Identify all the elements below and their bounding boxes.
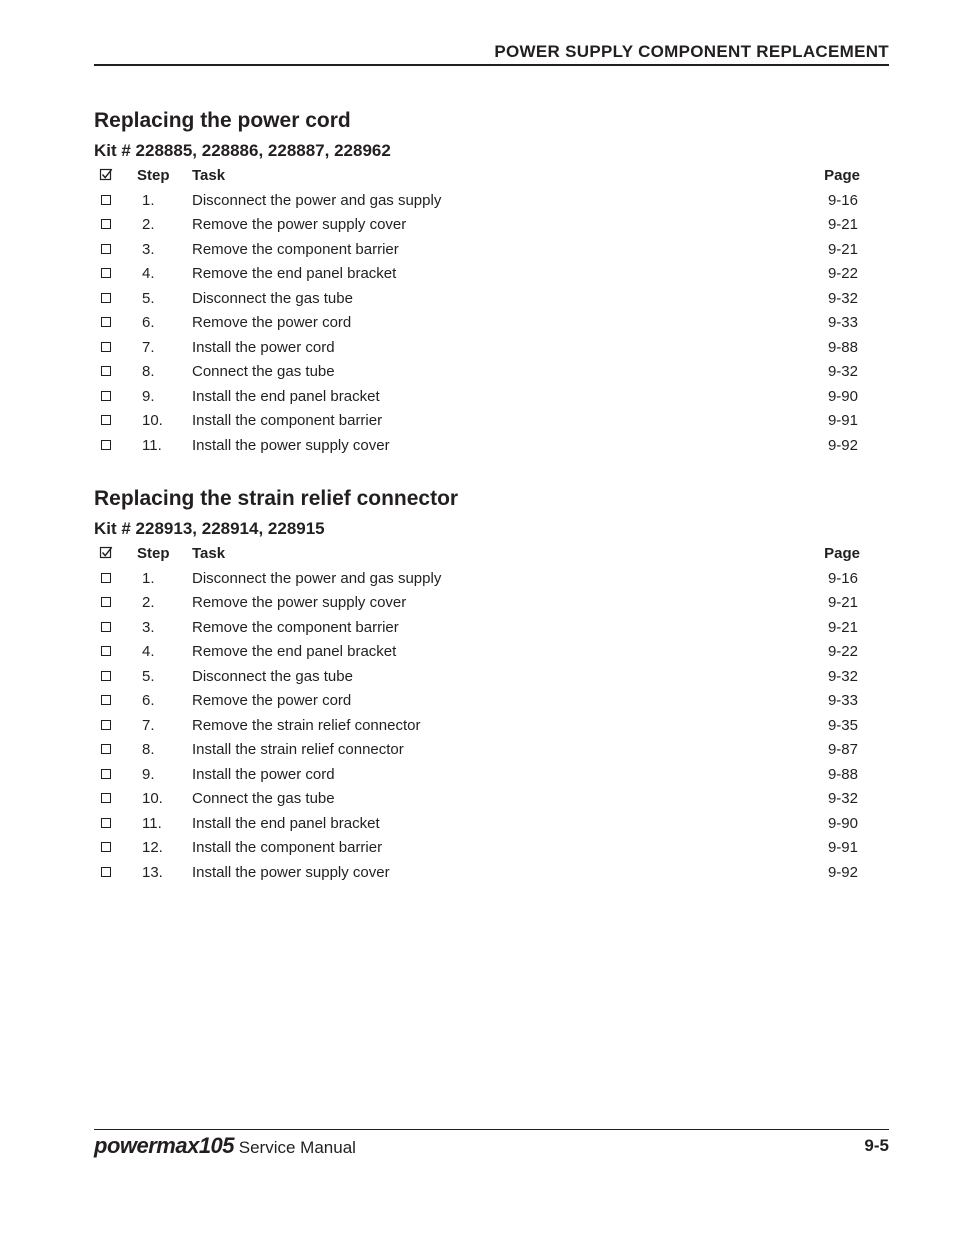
footer-rule <box>94 1129 889 1130</box>
column-header-task: Task <box>192 167 226 184</box>
page-ref: 9-32 <box>827 790 858 807</box>
step-number: 2. <box>142 594 155 611</box>
step-number: 2. <box>142 216 155 233</box>
checkbox[interactable] <box>101 268 111 278</box>
checkbox[interactable] <box>101 671 111 681</box>
table-row <box>94 861 889 886</box>
checkbox[interactable] <box>101 366 111 376</box>
page-ref: 9-16 <box>827 569 858 587</box>
task-text: Install the power supply cover <box>192 863 390 881</box>
table-row <box>94 189 889 214</box>
page-ref: 9-33 <box>827 692 858 709</box>
table-row <box>94 360 889 385</box>
step-number: 11. <box>142 814 162 832</box>
step-number: 8. <box>142 363 155 380</box>
task-text: Remove the end panel bracket <box>192 265 397 282</box>
page-ref: 9-16 <box>827 191 858 209</box>
page-ref: 9-21 <box>827 618 858 636</box>
step-number: 8. <box>142 741 155 758</box>
table-row <box>94 640 889 665</box>
task-table <box>94 542 889 885</box>
page-ref: 9-88 <box>827 765 858 783</box>
manual-label: Service Manual <box>234 1138 356 1157</box>
step-number: 10. <box>142 412 163 429</box>
checkbox[interactable] <box>101 415 111 425</box>
page-ref: 9-22 <box>827 265 858 282</box>
task-text: Disconnect the power and gas supply <box>192 191 442 209</box>
task-text: Connect the gas tube <box>192 363 335 380</box>
table-row <box>94 311 889 336</box>
brand-logo: powermax105 <box>94 1133 235 1158</box>
checkbox[interactable] <box>101 597 111 607</box>
checkbox[interactable] <box>101 695 111 705</box>
table-row <box>94 616 889 641</box>
checkbox[interactable] <box>101 342 111 352</box>
table-row <box>94 238 889 263</box>
column-header-page: Page <box>824 545 860 562</box>
page-ref: 9-33 <box>827 314 858 331</box>
table-row <box>94 812 889 837</box>
table-row <box>94 714 889 739</box>
step-number: 7. <box>142 338 155 356</box>
step-number: 13. <box>142 863 163 881</box>
table-row <box>94 738 889 763</box>
page-ref: 9-90 <box>827 814 858 832</box>
checkbox[interactable] <box>101 573 111 583</box>
table-row <box>94 434 889 459</box>
task-text: Install the end panel bracket <box>192 387 380 405</box>
page-ref: 9-88 <box>827 338 858 356</box>
task-text: Remove the component barrier <box>192 618 399 636</box>
table-row <box>94 787 889 812</box>
checkbox[interactable] <box>101 769 111 779</box>
task-text: Disconnect the gas tube <box>192 289 353 307</box>
checkbox[interactable] <box>101 818 111 828</box>
checkbox[interactable] <box>101 219 111 229</box>
step-number: 5. <box>142 667 155 685</box>
task-text: Remove the strain relief connector <box>192 716 421 734</box>
page-header-title: POWER SUPPLY COMPONENT REPLACEMENT <box>494 42 889 61</box>
step-number: 6. <box>142 692 155 709</box>
task-table <box>94 164 889 458</box>
task-text: Remove the component barrier <box>192 240 399 258</box>
kit-numbers: Kit # 228913, 228914, 228915 <box>94 519 325 538</box>
header-rule <box>94 64 889 66</box>
table-row <box>94 665 889 690</box>
page-ref: 9-91 <box>827 412 858 429</box>
step-number: 4. <box>142 265 155 282</box>
task-text: Install the strain relief connector <box>192 741 404 758</box>
step-number: 12. <box>142 839 163 856</box>
table-header-row <box>94 164 889 189</box>
page-ref: 9-92 <box>827 436 858 454</box>
step-number: 1. <box>142 569 155 587</box>
checkbox[interactable] <box>101 391 111 401</box>
checkbox[interactable] <box>101 720 111 730</box>
task-text: Install the power supply cover <box>192 436 390 454</box>
section-title: Replacing the strain relief connector <box>94 487 459 510</box>
checkbox[interactable] <box>101 440 111 450</box>
checkbox[interactable] <box>101 867 111 877</box>
footer-title <box>94 1133 356 1159</box>
kit-numbers: Kit # 228885, 228886, 228887, 228962 <box>94 141 391 160</box>
task-text: Remove the power cord <box>192 692 352 709</box>
task-text: Remove the end panel bracket <box>192 643 397 660</box>
checkbox[interactable] <box>101 317 111 327</box>
step-number: 9. <box>142 765 155 783</box>
task-text: Disconnect the gas tube <box>192 667 353 685</box>
table-row <box>94 567 889 592</box>
checkbox[interactable] <box>101 244 111 254</box>
task-text: Install the component barrier <box>192 412 383 429</box>
page-ref: 9-32 <box>827 667 858 685</box>
column-header-step: Step <box>137 545 170 562</box>
table-row <box>94 836 889 861</box>
page-number: 9-5 <box>864 1136 889 1155</box>
page-ref: 9-21 <box>827 240 858 258</box>
table-row <box>94 213 889 238</box>
section-title: Replacing the power cord <box>94 109 351 132</box>
table-row <box>94 385 889 410</box>
step-number: 7. <box>142 716 155 734</box>
task-text: Install the end panel bracket <box>192 814 380 832</box>
task-text: Install the component barrier <box>192 839 383 856</box>
task-text: Connect the gas tube <box>192 790 335 807</box>
step-number: 5. <box>142 289 155 307</box>
table-header-row <box>94 542 889 567</box>
checkbox[interactable] <box>101 842 111 852</box>
step-number: 4. <box>142 643 155 660</box>
step-number: 3. <box>142 240 155 258</box>
step-number: 3. <box>142 618 155 636</box>
page-ref: 9-87 <box>827 741 858 758</box>
task-text: Remove the power supply cover <box>192 216 407 233</box>
column-header-step: Step <box>137 167 170 184</box>
checkbox[interactable] <box>101 622 111 632</box>
task-text: Install the power cord <box>192 765 335 783</box>
page-ref: 9-22 <box>827 643 858 660</box>
page-ref: 9-32 <box>827 289 858 307</box>
checkbox[interactable] <box>101 793 111 803</box>
step-number: 10. <box>142 790 163 807</box>
page-ref: 9-35 <box>827 716 858 734</box>
page-ref: 9-32 <box>827 363 858 380</box>
table-row <box>94 409 889 434</box>
task-text: Remove the power supply cover <box>192 594 407 611</box>
page-ref: 9-92 <box>827 863 858 881</box>
column-header-page: Page <box>824 167 860 184</box>
table-row <box>94 287 889 312</box>
step-number: 6. <box>142 314 155 331</box>
page-ref: 9-91 <box>827 839 858 856</box>
table-row <box>94 591 889 616</box>
column-header-task: Task <box>192 545 226 562</box>
task-text: Disconnect the power and gas supply <box>192 569 442 587</box>
section-power-cord <box>94 106 889 458</box>
section-strain-relief-connector <box>94 484 889 885</box>
step-number: 1. <box>142 191 155 209</box>
checkbox[interactable] <box>101 195 111 205</box>
table-row <box>94 689 889 714</box>
page-ref: 9-21 <box>827 216 858 233</box>
page-ref: 9-90 <box>827 387 858 405</box>
task-text: Remove the power cord <box>192 314 352 331</box>
table-row <box>94 763 889 788</box>
step-number: 11. <box>142 436 162 454</box>
checkbox[interactable] <box>101 744 111 754</box>
checkbox[interactable] <box>101 646 111 656</box>
step-number: 9. <box>142 387 155 405</box>
task-text: Install the power cord <box>192 338 335 356</box>
checkbox[interactable] <box>101 293 111 303</box>
table-row <box>94 262 889 287</box>
page-ref: 9-21 <box>827 594 858 611</box>
table-row <box>94 336 889 361</box>
